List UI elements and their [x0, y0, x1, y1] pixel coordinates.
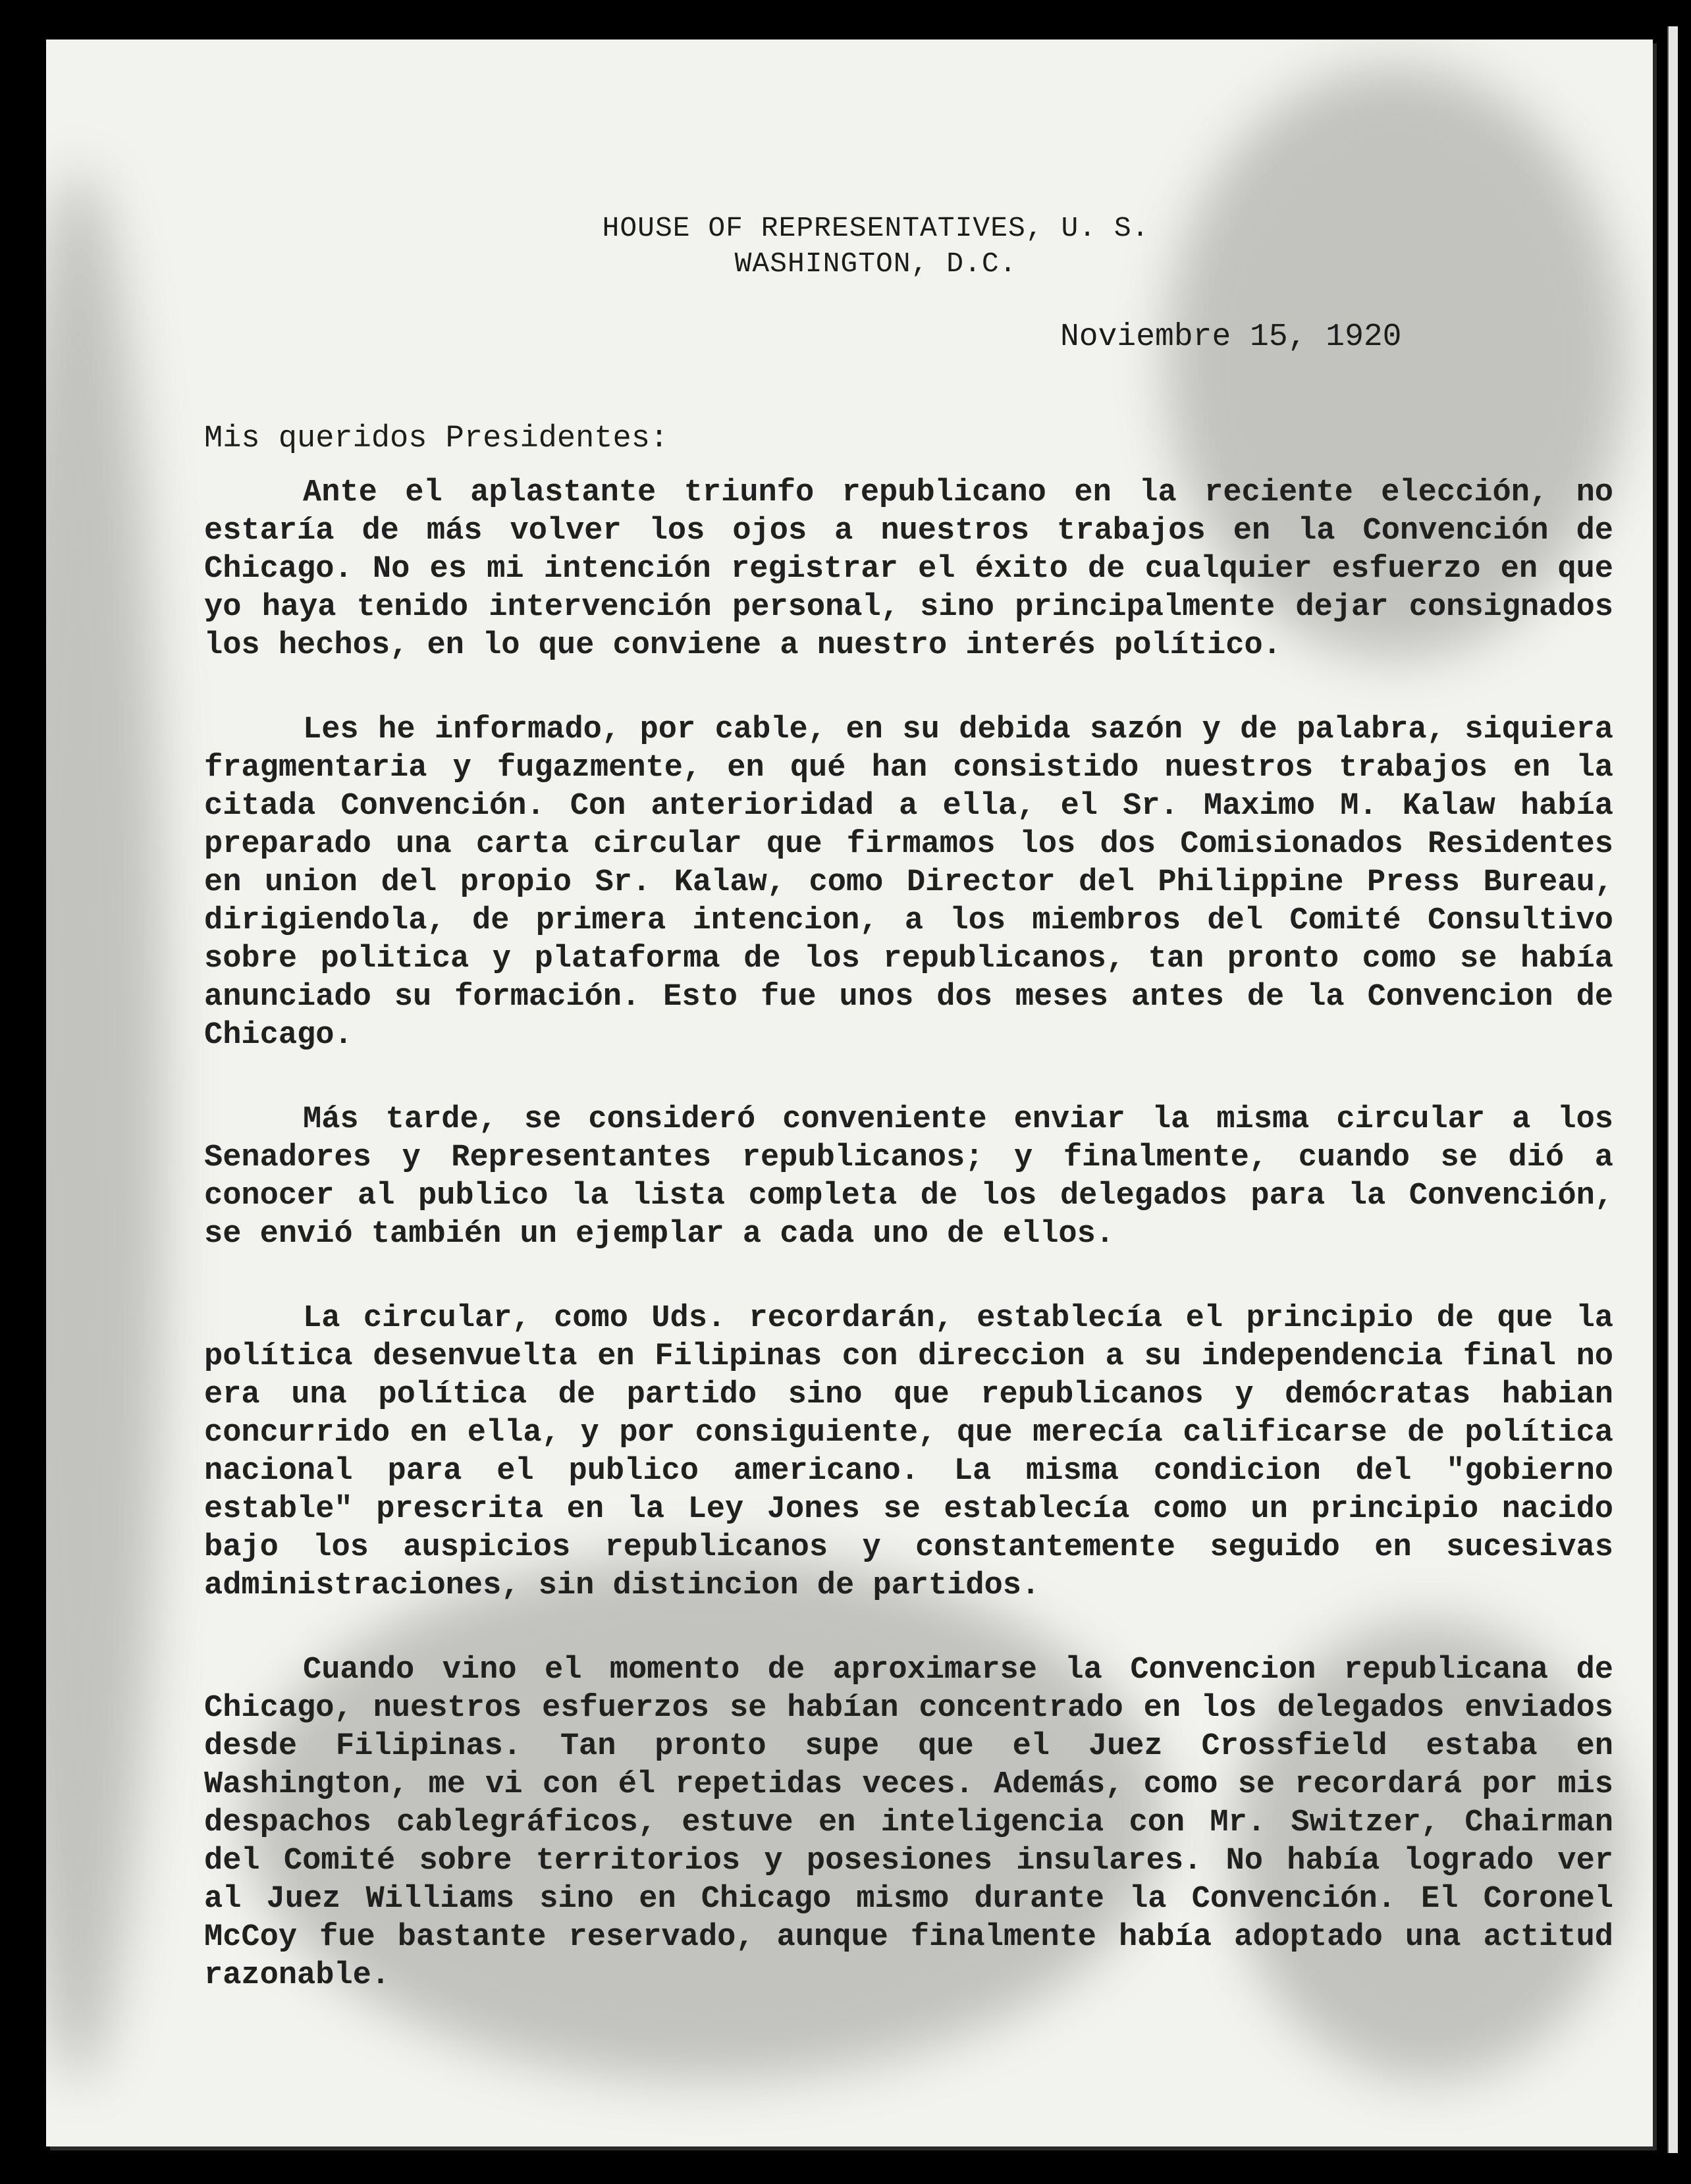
letter-body: [204, 474, 1613, 2041]
paragraph-1: Ante el aplastante triunfo republicano en la reciente elección, no estaría de más volver los ojos a nuestros trabajos en la Convención de Chicago. No es mi intención registrar el éxito de cualquier esfuerzo en que yo haya tenido intervención personal, sino principalmente dejar consignados los hechos, en lo que conviene a nuestro interés político.: [204, 475, 1613, 663]
stain-smudge: [46, 171, 165, 2081]
salutation: Mis queridos Presidentes:: [204, 421, 669, 456]
letter-date: Noviembre 15, 1920: [1060, 319, 1402, 355]
paragraph-3: Más tarde, se consideró conveniente enviar la misma circular a los Senadores y Representantes republicanos; y finalmente, cuando se dió a conocer al publico la lista completa de los delegados para la Convención, se envió también un ejemplar a cada uno de ellos.: [204, 1102, 1613, 1252]
letter-page: [46, 40, 1653, 2146]
letterhead: [46, 211, 1653, 282]
paragraph-4: La circular, como Uds. recordarán, establecía el principio de que la política desenvuelta en Filipinas con direccion a su independencia final no era una política de partido sino que republicanos y demócratas habian concurrido en ella, y por consiguiente, que merecía calificarse de política nacional para el publico americano. La misma condicion del "gobierno estable" prescrita en la Ley Jones se establecía como un principio nacido bajo los auspicios republicanos y constantemente seguido en sucesivas administraciones, sin distincion de partidos.: [204, 1301, 1613, 1603]
letterhead-line-1: HOUSE OF REPRESENTATIVES, U. S.: [602, 212, 1150, 244]
underlying-page-edge: [1667, 26, 1678, 2153]
paragraph-5: Cuando vino el momento de aproximarse la Convencion republicana de Chicago, nuestros esfuerzos se habían concentrado en los delegados enviados desde Filipinas. Tan pronto supe que el Juez Crossfield estaba en Washington, me vi con él repetidas veces. Además, como se recordará por mis despachos cablegráficos, estuve en inteligencia con Mr. Switzer, Chairman del Comité sobre territorios y posesiones insulares. No había logrado ver al Juez Williams sino en Chicago mismo durante la Convención. El Coronel McCoy fue bastante reservado, aunque finalmente había adoptado una actitud razonable.: [204, 1653, 1613, 1993]
letterhead-line-2: WASHINGTON, D.C.: [734, 248, 1017, 280]
paragraph-2: Les he informado, por cable, en su debida sazón y de palabra, siquiera fragmentaria y fugazmente, en qué han consistido nuestros trabajos en la citada Convención. Con anterioridad a ella, el Sr. Maximo M. Kalaw había preparado una carta circular que firmamos los dos Comisionados Residentes en union del propio Sr. Kalaw, como Director del Philippine Press Bureau, dirigiendola, de primera intencion, a los miembros del Comité Consultivo sobre politica y plataforma de los republicanos, tan pronto como se había anunciado su formación. Esto fue unos dos meses antes de la Convencion de Chicago.: [204, 712, 1613, 1053]
